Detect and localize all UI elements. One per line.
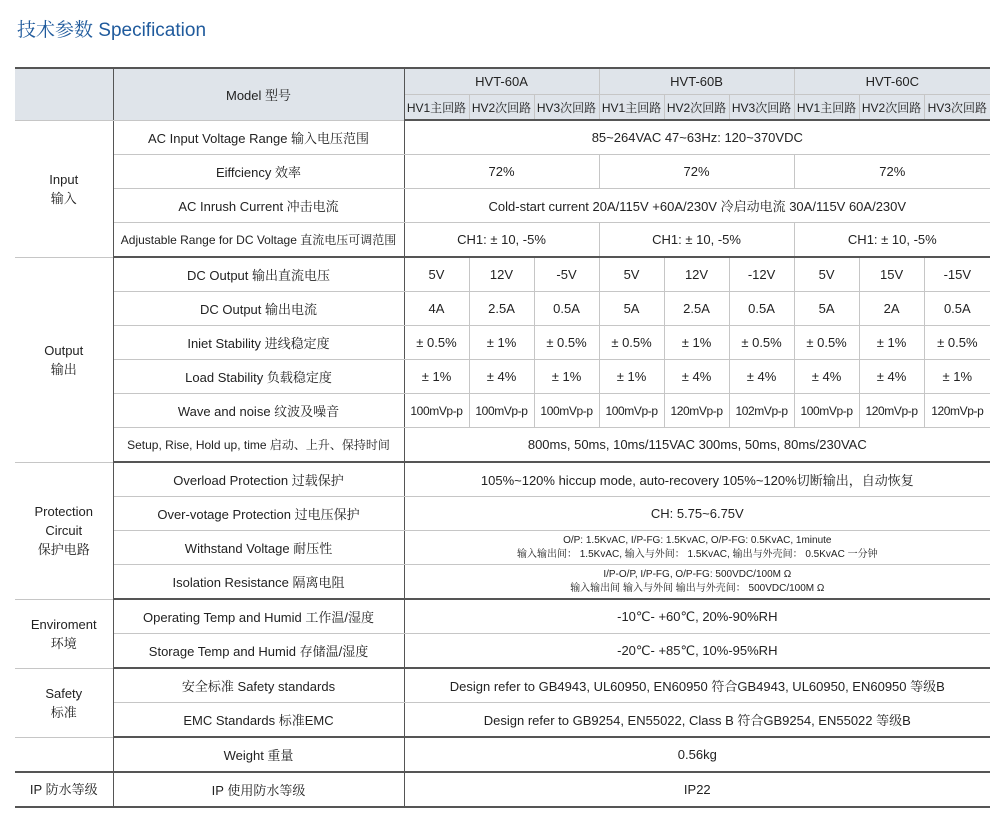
row-value: Cold-start current 20A/115V +60A/230V 冷启动电流 30A/115V 60A/230V xyxy=(404,189,990,223)
row-label: DC Output 输出直流电压 xyxy=(113,257,404,292)
loop-label: HV1主回路 xyxy=(599,95,664,121)
group-input xyxy=(15,120,113,257)
cell-value: ± 1% xyxy=(534,360,599,394)
group-label: IP 防水等级 xyxy=(29,782,98,797)
row-label: Setup, Rise, Hold up, time 启动、上升、保持时间 xyxy=(113,428,404,463)
cell-value: 120mVp-p xyxy=(664,394,729,428)
row-emc xyxy=(15,703,990,738)
cell-value: ± 4% xyxy=(859,360,924,394)
row-isolation xyxy=(15,565,990,600)
cell-value: ± 4% xyxy=(469,360,534,394)
cell-value: CH1: ± 10, -5% xyxy=(404,223,599,258)
group-label: Input 输入 xyxy=(49,171,79,206)
row-ac-input-voltage xyxy=(15,120,990,155)
cell-value: 0.5A xyxy=(924,292,990,326)
row-value: IP22 xyxy=(404,772,990,807)
group-label: Enviroment 环境 xyxy=(30,616,97,651)
cell-value: 2.5A xyxy=(664,292,729,326)
cell-value: CH1: ± 10, -5% xyxy=(599,223,794,258)
cell-value: 5V xyxy=(794,257,859,292)
row-value: Design refer to GB9254, EN55022, Class B 符合GB9254, EN55022 等级B xyxy=(404,703,990,738)
cell-value: ± 4% xyxy=(794,360,859,394)
cell-value: ± 4% xyxy=(729,360,794,394)
cell-value: 0.5A xyxy=(729,292,794,326)
row-withstand xyxy=(15,531,990,565)
cell-value: ± 1% xyxy=(404,360,469,394)
page-title: 技术参数 Specification xyxy=(17,20,207,41)
model-label: Model 型号 xyxy=(113,68,404,120)
group-protection xyxy=(15,462,113,599)
row-value xyxy=(404,565,990,600)
row-label: IP 使用防水等级 xyxy=(113,772,404,807)
cell-value: 12V xyxy=(469,257,534,292)
row-label: Withstand Voltage 耐压性 xyxy=(113,531,404,565)
row-label: Weight 重量 xyxy=(113,737,404,772)
group-ip xyxy=(15,772,113,807)
row-label: Load Stability 负载稳定度 xyxy=(113,360,404,394)
row-label: Overload Protection 过载保护 xyxy=(113,462,404,497)
model-name: HVT-60A xyxy=(404,68,599,95)
cell-value: ± 1% xyxy=(664,326,729,360)
row-value: -20℃- +85℃, 10%-95%RH xyxy=(404,634,990,669)
cell-value: ± 0.5% xyxy=(729,326,794,360)
cell-value: ± 1% xyxy=(859,326,924,360)
cell-value: 100mVp-p xyxy=(404,394,469,428)
row-value: CH: 5.75~6.75V xyxy=(404,497,990,531)
cell-value: 120mVp-p xyxy=(924,394,990,428)
loop-label: HV2次回路 xyxy=(859,95,924,121)
cell-value: ± 4% xyxy=(664,360,729,394)
row-label: Over-votage Protection 过电压保护 xyxy=(113,497,404,531)
row-value: -10℃- +60℃, 20%-90%RH xyxy=(404,599,990,634)
row-efficiency xyxy=(15,155,990,189)
cell-value: 72% xyxy=(794,155,990,189)
cell-value: ± 0.5% xyxy=(599,326,664,360)
cell-value: ± 0.5% xyxy=(924,326,990,360)
cell-value: 4A xyxy=(404,292,469,326)
loop-label: HV3次回路 xyxy=(729,95,794,121)
cell-value: ± 1% xyxy=(469,326,534,360)
cell-value: 5A xyxy=(599,292,664,326)
cell-value: 120mVp-p xyxy=(859,394,924,428)
group-safety xyxy=(15,668,113,737)
cell-value: ± 1% xyxy=(924,360,990,394)
value-line: 输入输出间： 1.5KvAC, 输入与外间： 1.5KvAC, 输出与外壳间： 0.5KvAC 一分钟 xyxy=(516,548,878,560)
cell-value: 100mVp-p xyxy=(794,394,859,428)
row-overvoltage xyxy=(15,497,990,531)
row-label: Adjustable Range for DC Voltage 直流电压可调范围 xyxy=(113,223,404,258)
cell-value: CH1: ± 10, -5% xyxy=(794,223,990,258)
loop-label: HV3次回路 xyxy=(924,95,990,121)
row-label: DC Output 输出电流 xyxy=(113,292,404,326)
cell-value: 0.5A xyxy=(534,292,599,326)
loop-label: HV1主回路 xyxy=(794,95,859,121)
cell-value: 102mVp-p xyxy=(729,394,794,428)
group-label: Safety 标准 xyxy=(45,685,83,720)
cell-value: -12V xyxy=(729,257,794,292)
row-dc-output-current xyxy=(15,292,990,326)
row-weight xyxy=(15,737,990,772)
group-environment xyxy=(15,599,113,668)
row-label: Storage Temp and Humid 存储温/湿度 xyxy=(113,634,404,669)
cell-value: 15V xyxy=(859,257,924,292)
row-label: Isolation Resistance 隔离电阻 xyxy=(113,565,404,600)
cell-value: ± 0.5% xyxy=(404,326,469,360)
cell-value: 2.5A xyxy=(469,292,534,326)
loop-label: HV3次回路 xyxy=(534,95,599,121)
group-output xyxy=(15,257,113,462)
group-label: Protection Circuit 保护电路 xyxy=(34,504,94,557)
row-timing xyxy=(15,428,990,463)
cell-value: 5V xyxy=(404,257,469,292)
row-overload xyxy=(15,462,990,497)
row-value xyxy=(404,531,990,565)
cell-value: 72% xyxy=(404,155,599,189)
row-label: Iniet Stability 进线稳定度 xyxy=(113,326,404,360)
cell-value: 72% xyxy=(599,155,794,189)
row-label: Eiffciency 效率 xyxy=(113,155,404,189)
cell-value: -5V xyxy=(534,257,599,292)
cell-value: 5V xyxy=(599,257,664,292)
row-dc-output-voltage xyxy=(15,257,990,292)
row-value: 800ms, 50ms, 10ms/115VAC 300ms, 50ms, 80ms/230VAC xyxy=(404,428,990,463)
spec-table xyxy=(15,67,990,808)
row-label: 安全标准 Safety standards xyxy=(113,668,404,703)
row-ip xyxy=(15,772,990,807)
cell-value: 12V xyxy=(664,257,729,292)
row-value: 105%~120% hiccup mode, auto-recovery 105%~120%切断输出，自动恢复 xyxy=(404,462,990,497)
cell-value: 100mVp-p xyxy=(469,394,534,428)
group-label: Output 输出 xyxy=(44,342,84,377)
loop-label: HV2次回路 xyxy=(469,95,534,121)
group-blank xyxy=(15,737,113,772)
cell-value: ± 1% xyxy=(599,360,664,394)
model-name: HVT-60B xyxy=(599,68,794,95)
header-row-models xyxy=(15,68,990,95)
row-storage-temp xyxy=(15,634,990,669)
cell-value: ± 0.5% xyxy=(794,326,859,360)
value-line: I/P-O/P, I/P-FG, O/P-FG: 500VDC/100M Ω xyxy=(603,568,792,580)
loop-label: HV2次回路 xyxy=(664,95,729,121)
value-line: O/P: 1.5KvAC, I/P-FG: 1.5KvAC, O/P-FG: 0.5KvAC, 1minute xyxy=(563,534,832,546)
row-label: AC Input Voltage Range 输入电压范围 xyxy=(113,120,404,155)
row-label: Wave and noise 纹波及噪音 xyxy=(113,394,404,428)
loop-label: HV1主回路 xyxy=(404,95,469,121)
row-wave-noise xyxy=(15,394,990,428)
row-value: 85~264VAC 47~63Hz: 120~370VDC xyxy=(404,120,990,155)
cell-value: 5A xyxy=(794,292,859,326)
row-value: 0.56kg xyxy=(404,737,990,772)
cell-value: -15V xyxy=(924,257,990,292)
row-label: Operating Temp and Humid 工作温/湿度 xyxy=(113,599,404,634)
value-line: 输入输出间 输入与外间 输出与外壳间： 500VDC/100M Ω xyxy=(570,582,825,594)
row-safety-standards xyxy=(15,668,990,703)
row-label: EMC Standards 标准EMC xyxy=(113,703,404,738)
cell-value: 2A xyxy=(859,292,924,326)
cell-value: ± 0.5% xyxy=(534,326,599,360)
row-operating-temp xyxy=(15,599,990,634)
row-line-stability xyxy=(15,326,990,360)
row-load-stability xyxy=(15,360,990,394)
row-label: AC Inrush Current 冲击电流 xyxy=(113,189,404,223)
row-value: Design refer to GB4943, UL60950, EN60950 符合GB4943, UL60950, EN60950 等级B xyxy=(404,668,990,703)
model-name: HVT-60C xyxy=(794,68,990,95)
cell-value: 100mVp-p xyxy=(534,394,599,428)
row-inrush-current xyxy=(15,189,990,223)
header-blank xyxy=(15,68,113,120)
cell-value: 100mVp-p xyxy=(599,394,664,428)
row-adjustable-range xyxy=(15,223,990,258)
